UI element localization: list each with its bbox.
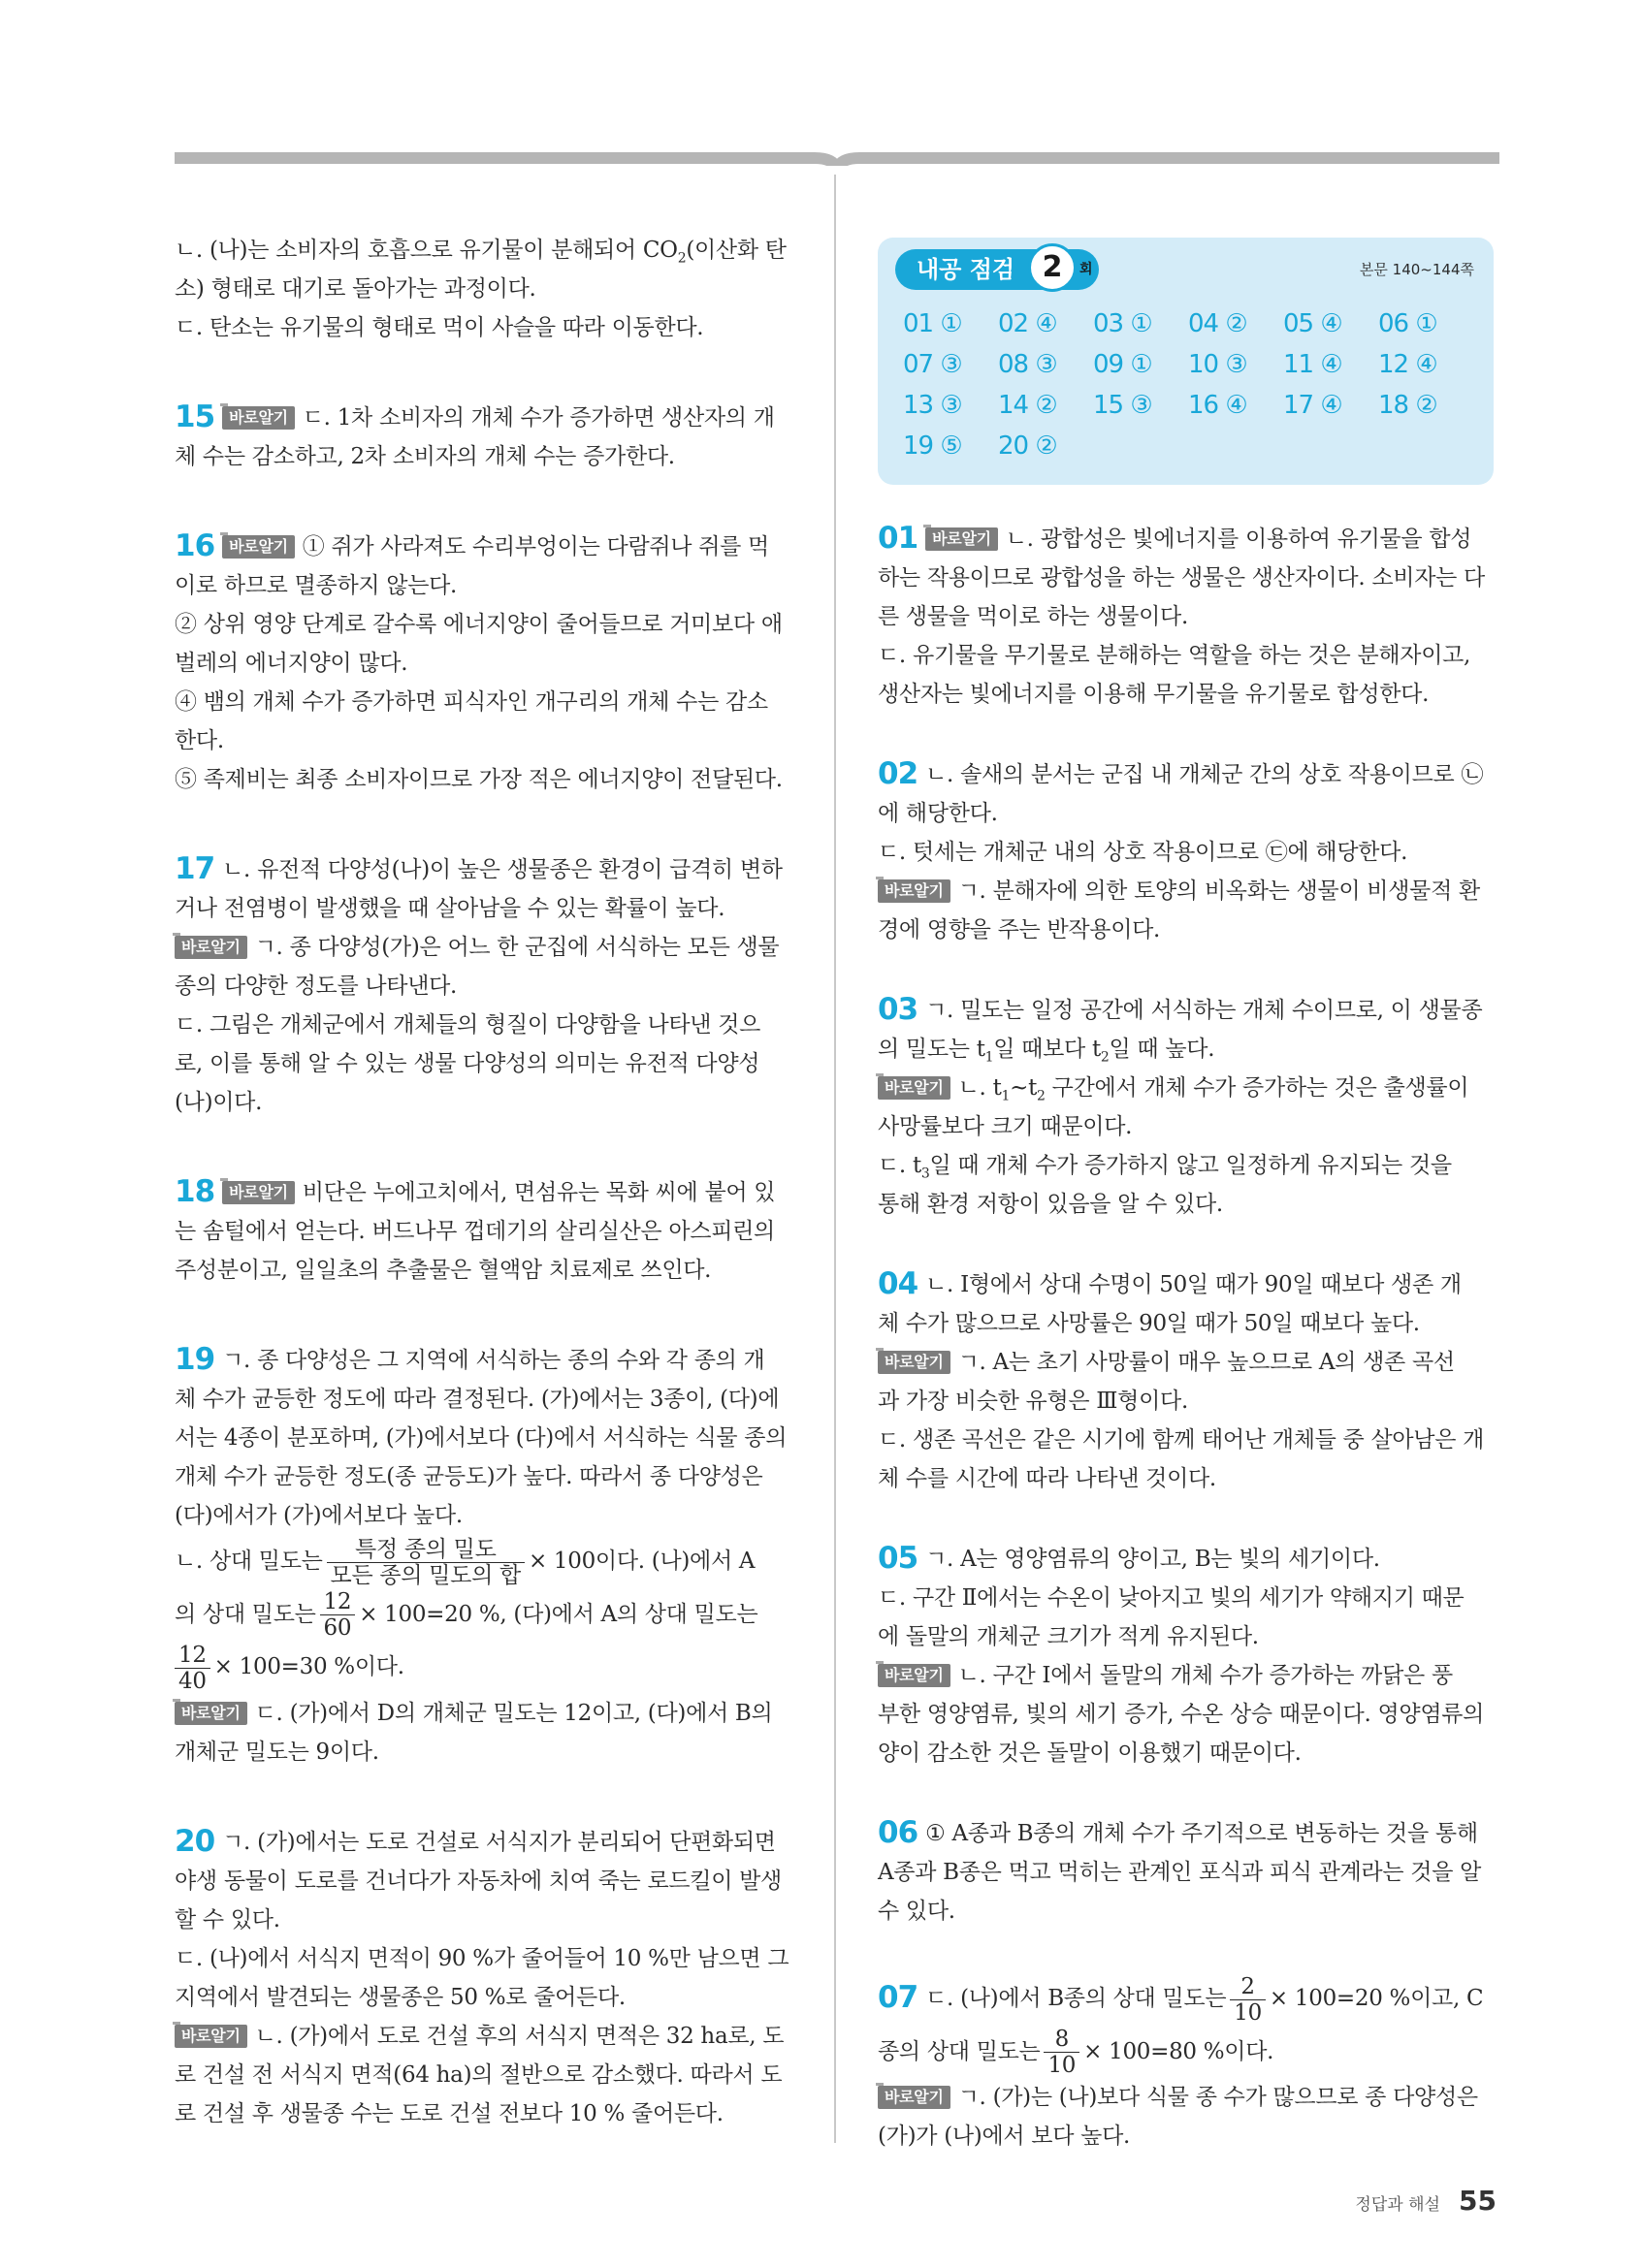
text-line: ㄷ. 유기물을 무기물로 분해하는 역할을 하는 것은 분해자이고, [878,643,1471,668]
baroalgi-tag: 바로알기 [175,1702,247,1725]
answer-item: 16 ④ [1188,391,1247,420]
answer-item: 14 ② [998,391,1057,420]
text-line: ② 상위 영양 단계로 갈수록 에너지양이 줄어들므로 거미보다 애 [175,612,783,637]
text-line: A종과 B종은 먹고 먹히는 관계인 포식과 피식 관계라는 것을 알 [878,1860,1482,1885]
fraction [1230,1974,1266,2026]
text-line: ㄴ. 솔새의 분서는 군집 내 개체군 간의 상호 작용이므로 ㉡ [925,762,1484,787]
text-line: (이산화 탄 [686,238,787,263]
text-line: 개체군 밀도는 9이다. [175,1739,379,1765]
fraction-denominator: 60 [323,1615,352,1641]
entry-03 [878,990,1494,1224]
text-fragment: × 100=20 %, (다)에서 A의 상대 밀도는 [359,1601,758,1627]
entry-06 [878,1813,1494,1931]
formula-line [175,1535,786,1588]
text-line: 에 돌말의 개체군 크기가 적게 유지된다. [878,1624,1259,1649]
baroalgi-tag: 바로알기 [222,406,295,430]
question-number: 05 [878,1541,918,1576]
text-line: ㄴ. 구간 Ⅰ에서 돌말의 개체 수가 증가하는 까닭은 풍 [957,1663,1453,1688]
entry-01 [878,519,1494,714]
fraction [327,1537,525,1588]
text-fragment: ㄴ. 상대 밀도는 [175,1549,323,1574]
text-line: ㄱ. A는 초기 사망률이 매우 높으므로 A의 생존 곡선 [957,1350,1455,1375]
text-fragment: 일 때 개체 수가 증가하지 않고 일정하게 유지되는 것을 [929,1153,1452,1178]
fraction-denominator: 40 [178,1668,207,1694]
subscript: 1 [1001,1088,1011,1104]
fraction [320,1589,356,1641]
entry-02 [878,754,1494,949]
text-fragment: 의 상대 밀도는 [175,1601,316,1627]
text-line: ㄱ. (가)에서는 도로 건설로 서식지가 분리되어 단편화되면 [222,1829,776,1855]
text-line: 로, 이를 통해 알 수 있는 생물 다양성의 의미는 유전적 다양성 [175,1051,760,1076]
answer-item: 17 ④ [1283,391,1342,420]
text-line: 양이 감소한 것은 돌말이 이용했기 때문이다. [878,1741,1302,1766]
text-line: 로 건설 후 생물종 수는 도로 건설 전보다 10 % 줄어든다. [175,2100,724,2126]
text-line: 사망률보다 크기 때문이다. [878,1114,1133,1139]
answer-item: 11 ④ [1283,350,1342,379]
text-line: ㄷ. 1차 소비자의 개체 수가 증가하면 생산자의 개 [302,405,775,431]
text-line: 서는 4종이 분포하며, (가)에서보다 (다)에서 서식하는 식물 종의 [175,1425,788,1451]
subscript: 2 [677,250,687,267]
question-number: 17 [175,851,215,886]
text-line: ㄷ. 텃세는 개체군 내의 상호 작용이므로 ㉢에 해당한다. [878,840,1408,865]
top-decorative-bar [175,150,1499,166]
text-line: ㄷ. 구간 Ⅱ에서는 수온이 낮아지고 빛의 세기가 약해지기 때문 [878,1585,1465,1611]
text-fragment: ㄷ. (나)에서 B종의 상대 밀도는 [925,1986,1227,2011]
subscript: 1 [984,1049,994,1066]
question-number: 02 [878,756,918,791]
text-line: ㄴ. Ⅰ형에서 상대 수명이 50일 때가 90일 때보다 생존 개 [925,1272,1462,1297]
fraction-numerator: 특정 종의 밀도 [327,1537,525,1563]
text-line: ㄱ. 분해자에 의한 토양의 비옥화는 생물이 비생물적 환 [957,878,1480,904]
text-fragment: 일 때보다 t [993,1037,1101,1062]
baroalgi-tag: 바로알기 [925,527,998,551]
fraction-numerator: 12 [175,1643,210,1669]
text-line: ㄷ. (나)에서 서식지 면적이 90 %가 줄어들어 10 %만 남으면 그 [175,1945,789,1971]
text-line: ㄷ. 그림은 개체군에서 개체들의 형질이 다양함을 나타낸 것으 [175,1012,761,1038]
text-line: 주성분이고, 일일초의 추출물은 혈액암 치료제로 쓰인다. [175,1258,712,1283]
fraction-numerator: 8 [1044,2027,1079,2053]
question-number: 19 [175,1342,215,1377]
text-line: 한다. [175,728,224,753]
subscript: 2 [1037,1088,1046,1104]
entry-15 [175,398,786,476]
text-fragment: × 100=20 %이고, C [1269,1986,1484,2011]
text-fragment: 의 밀도는 t [878,1037,985,1062]
text-line: ㄱ. 종 다양성(가)은 어느 한 군집에 서식하는 모든 생물 [254,935,780,960]
text-fragment: 구간에서 개체 수가 증가하는 것은 출생률이 [1045,1075,1469,1101]
text-line: ㄴ. 유전적 다양성(나)이 높은 생물종은 환경이 급격히 변하 [222,857,783,882]
question-number: 07 [878,1980,918,2015]
page-footer [1355,2185,1497,2217]
page-number: 55 [1459,2185,1497,2217]
text-line: ㄴ. 광합성은 빛에너지를 이용하여 유기물을 합성 [1005,527,1472,552]
text-fragment: ㄴ. t [957,1075,1002,1101]
text-fragment: ㄷ. t [878,1153,921,1178]
text-line: 과 가장 비슷한 유형은 Ⅲ형이다. [878,1389,1188,1414]
question-number: 01 [878,521,918,556]
text-line: 비단은 누에고치에서, 면섬유는 목화 씨에 붙어 있 [302,1180,776,1205]
entry-07 [878,1971,1494,2156]
fraction-denominator: 10 [1047,2053,1077,2078]
text-line: 로 건설 전 서식지 면적(64 ha)의 절반으로 감소했다. 따라서 도 [175,2061,783,2088]
text-line: 에 해당한다. [878,801,998,826]
text-line: 하는 작용이므로 광합성을 하는 생물은 생산자이다. 소비자는 다 [878,565,1485,591]
text-line: 할 수 있다. [175,1906,280,1933]
answer-item: 05 ④ [1283,309,1342,338]
text-line: 체 수는 감소하고, 2차 소비자의 개체 수는 증가한다. [175,444,675,469]
text-line: 체 수를 시간에 따라 나타낸 것이다. [878,1466,1216,1491]
text-fragment: × 100=80 %이다. [1083,2038,1274,2064]
answer-grid [903,307,1475,463]
left-column [175,231,789,2153]
answer-item: 15 ③ [1093,391,1152,420]
answer-item: 07 ③ [903,350,962,379]
fraction [1044,2027,1079,2078]
answer-item: 02 ④ [998,309,1057,338]
formula-line [878,1971,1494,2026]
text-line: ㄱ. A는 영양염류의 양이고, B는 빛의 세기이다. [925,1547,1380,1572]
subscript: 2 [1100,1049,1110,1066]
entry-05 [878,1539,1494,1773]
text-line: ① 쥐가 사라져도 수리부엉이는 다람쥐나 쥐를 먹 [302,534,769,559]
baroalgi-tag: 바로알기 [222,535,295,559]
answer-item: 20 ② [998,431,1057,461]
text-line: ㄷ. 생존 곡선은 같은 시기에 함께 태어난 개체들 중 살아남은 개 [878,1427,1485,1453]
text-line: (다)에서가 (가)에서보다 높다. [175,1503,463,1528]
page-reference: 본문 140~144쪽 [1359,261,1474,278]
text-line: 지역에서 발견되는 생물종은 50 %로 줄어든다. [175,1984,626,2010]
answer-item: 19 ⑤ [903,431,962,461]
question-number: 15 [175,399,215,434]
answer-item: 04 ② [1188,309,1247,338]
baroalgi-tag: 바로알기 [222,1181,295,1204]
answer-item: 12 ④ [1378,350,1437,379]
answer-item: 06 ① [1378,309,1437,338]
answer-item: 18 ② [1378,391,1437,420]
text-line: 체 수가 균등한 정도에 따라 결정된다. (가)에서는 3종이, (다)에 [175,1387,780,1412]
box-title: 내공 점검 [895,249,1099,290]
answer-item: 08 ③ [998,350,1057,379]
answer-item: 10 ③ [1188,350,1247,379]
formula-line [175,1588,786,1642]
text-line: 거나 전염병이 발생했을 때 살아남을 수 있는 확률이 높다. [175,896,725,921]
answer-item: 01 ① [903,309,962,338]
text-fragment: × 100=30 %이다. [213,1654,404,1679]
question-number: 20 [175,1823,215,1859]
baroalgi-tag: 바로알기 [878,1351,950,1374]
text-fragment: × 100이다. (나)에서 A [528,1549,756,1574]
question-number: 18 [175,1174,215,1209]
text-line: 야생 동물이 도로를 건너다가 자동차에 치여 죽는 로드킬이 발생 [175,1868,782,1894]
text-line: (가)가 (나)에서 보다 높다. [878,2124,1130,2149]
baroalgi-tag: 바로알기 [175,2025,247,2048]
column-divider [834,175,836,2143]
question-number: 16 [175,528,215,563]
text-line: 종의 다양한 정도를 나타낸다. [175,974,458,999]
text-fragment: 종의 상대 밀도는 [878,2038,1041,2064]
text-line: ㄱ. (가)는 (나)보다 식물 종 수가 많으므로 종 다양성은 [957,2085,1478,2110]
entry-17 [175,849,786,1122]
fraction-numerator: 12 [320,1589,356,1615]
answer-item: 03 ① [1093,309,1152,338]
baroalgi-tag: 바로알기 [175,936,247,959]
text-line: ㄷ. (가)에서 D의 개체군 밀도는 12이고, (다)에서 B의 [254,1700,773,1726]
text-line: 생산자는 빛에너지를 이용해 무기물을 유기물로 합성한다. [878,682,1430,707]
fraction-denominator: 모든 종의 밀도의 합 [330,1562,521,1588]
text-fragment: 일 때 높다. [1109,1037,1215,1062]
text-line: 부한 영양염류, 빛의 세기 증가, 수온 상승 때문이다. 영양염류의 [878,1702,1485,1727]
text-line: 소) 형태로 대기로 돌아가는 과정이다. [175,276,536,302]
text-line: 통해 환경 저항이 있음을 알 수 있다. [878,1192,1223,1217]
answer-summary-box [878,238,1494,485]
text-line: ① A종과 B종의 개체 수가 주기적으로 변동하는 것을 통해 [925,1821,1478,1846]
formula-line [175,1641,786,1694]
answer-item: 09 ① [1093,350,1152,379]
text-line: 수 있다. [878,1899,955,1924]
text-line: ④ 뱀의 개체 수가 증가하면 피식자인 개구리의 개체 수는 감소 [175,689,768,715]
footer-label: 정답과 해설 [1355,2195,1440,2215]
question-number: 04 [878,1266,918,1301]
baroalgi-tag: 바로알기 [878,2086,950,2109]
entry-04 [878,1264,1494,1498]
formula-line [878,2026,1494,2079]
text-fragment: ~t [1010,1075,1038,1101]
text-line: ⑤ 족제비는 최종 소비자이므로 가장 적은 에너지양이 전달된다. [175,767,783,792]
question-number: 06 [878,1815,918,1850]
text-line: ㄴ. (가)에서 도로 건설 후의 서식지 면적은 32 ha로, 도 [254,2023,785,2049]
entry-20 [175,1822,789,2133]
entry-16 [175,527,786,799]
right-column [878,519,1494,2175]
entry-18 [175,1172,786,1290]
text-line: ㄱ. 종 다양성은 그 지역에 서식하는 종의 수와 각 종의 개 [222,1348,765,1373]
fraction-numerator: 2 [1230,1974,1266,2000]
text-line: (나)이다. [175,1090,263,1115]
answer-item: 13 ③ [903,391,962,420]
baroalgi-tag: 바로알기 [878,1664,950,1687]
text-line: 는 솜털에서 얻는다. 버드나무 껍데기의 살리실산은 아스피린의 [175,1219,775,1244]
subscript: 3 [920,1166,930,1182]
fraction [175,1643,210,1694]
fraction-denominator: 10 [1234,1999,1262,2026]
entry-19 [175,1340,786,1772]
entry-14-continued [175,231,786,347]
text-line: 른 생물을 먹이로 하는 생물이다. [878,604,1188,629]
baroalgi-tag: 바로알기 [878,1076,950,1100]
text-line: 개체 수가 균등한 정도(종 균등도)가 높다. 따라서 종 다양성은 [175,1464,763,1489]
text-line: 벌레의 에너지양이 많다. [175,651,408,676]
round-suffix: 회 [1079,262,1093,277]
text-line: 경에 영향을 주는 반작용이다. [878,917,1161,942]
round-number-badge: 2 [1028,243,1077,292]
baroalgi-tag: 바로알기 [878,879,950,903]
text-line: 체 수가 많으므로 사망률은 90일 때가 50일 때보다 높다. [878,1311,1420,1336]
text-line: ㄱ. 밀도는 일정 공간에 서식하는 개체 수이므로, 이 생물종 [925,998,1483,1023]
text-line: 이로 하므로 멸종하지 않는다. [175,573,458,598]
text-line: ㄴ. (나)는 소비자의 호흡으로 유기물이 분해되어 CO [175,238,678,263]
text-line: ㄷ. 탄소는 유기물의 형태로 먹이 사슬을 따라 이동한다. [175,315,704,340]
question-number: 03 [878,992,918,1027]
